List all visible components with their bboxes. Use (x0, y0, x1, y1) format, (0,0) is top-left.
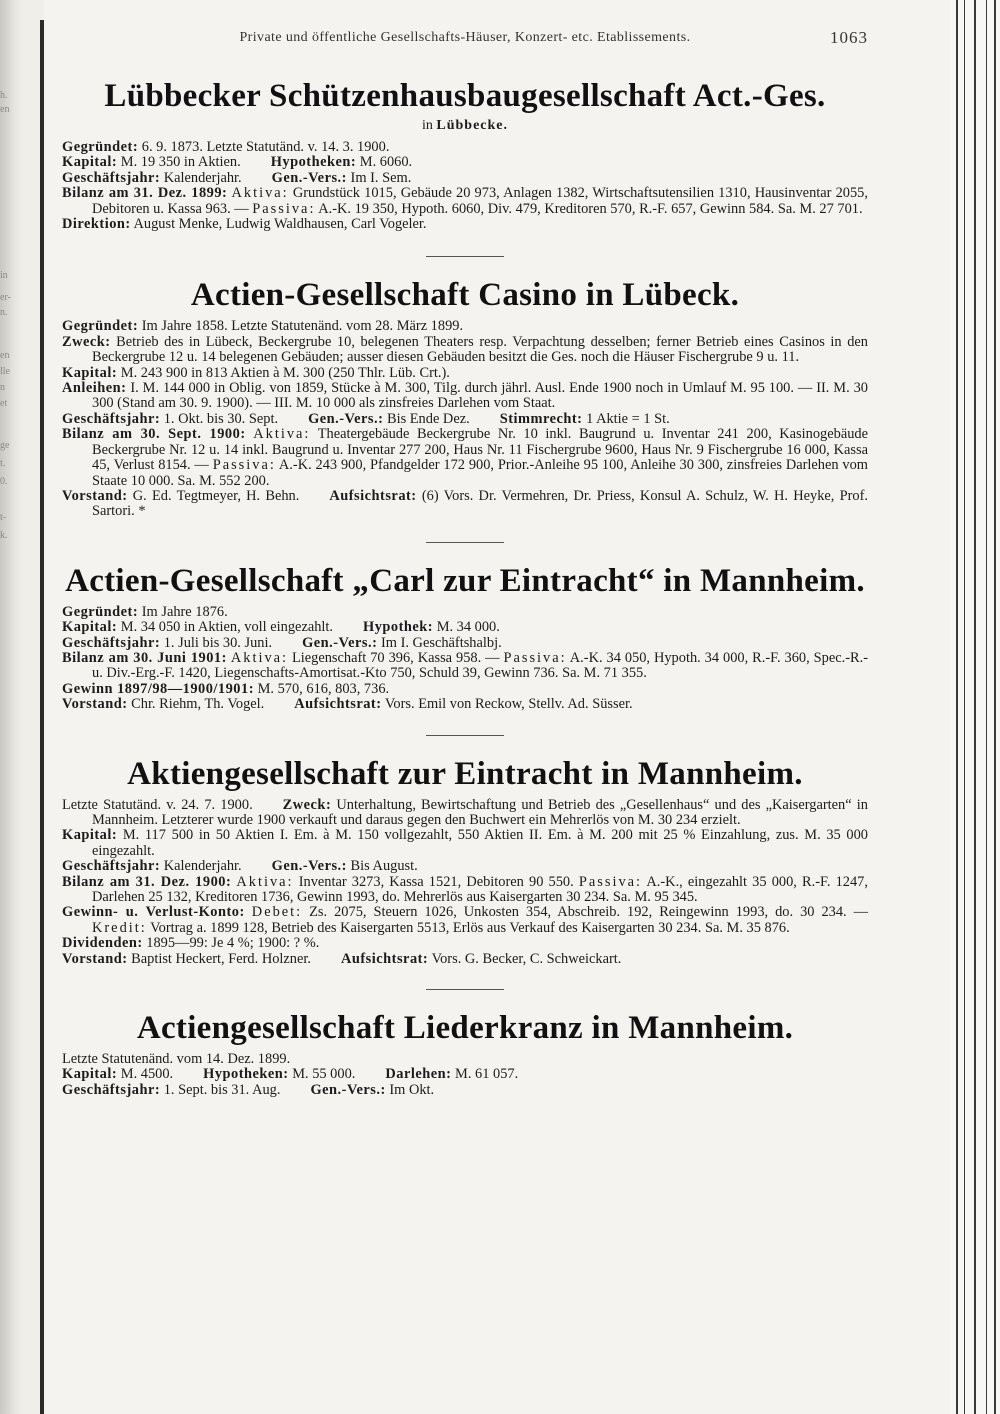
margin-bleed-text: lle (0, 366, 10, 377)
entry-body (62, 319, 868, 519)
entry-body (62, 605, 868, 713)
entry-line: Kapital: M. 34 050 in Aktien, voll eingezahlt. Hypothek: M. 34 000. (62, 619, 500, 636)
company-entry (62, 754, 868, 967)
scan-edge-line (956, 0, 958, 1414)
company-title: Actien-Gesellschaft Casino in Lübeck. (190, 277, 740, 314)
scan-edge-line (986, 0, 987, 1414)
margin-bleed-text: et (0, 398, 8, 409)
section-divider (426, 735, 504, 736)
entry-line: Bilanz am 30. Juni 1901: Aktiva: Liegenschaft 70 396, Kassa 958. — Passiva: A.-K. 34 050, Hypoth. 34 000, R.-F. 360, Spec.-R.- u. Div.-Erg.-F. 1420, Liegenschafts-Amortisat.-Kto 750, Schuld 39, Gewinn 736. Sa. M. 71 355. (62, 649, 868, 682)
entry-line: Kapital: M. 243 900 in 813 Aktien à M. 300 (250 Thlr. Lüb. Crt.). (62, 364, 450, 381)
scan-left-margin (0, 0, 44, 1414)
entry-line: Gegründet: Im Jahre 1876. (62, 603, 228, 620)
entry-line: Gewinn- u. Verlust-Konto: Debet: Zs. 2075, Steuern 1026, Unkosten 354, Abschreib. 192, Reingewinn 1993, do. 30 234. — Kredit: Vortrag a. 1899 128, Betrieb des Kaisergarten 5513, Erlös aus Verkauf des Kaisergarten 30 234. Sa. M. 35 876. (62, 904, 869, 936)
entry-line: Bilanz am 31. Dez. 1899: Aktiva: Grundstück 1015, Gebäude 20 973, Anlagen 1382, Wirtschaftsutensilien 1310, Hausinventar 2055, Debitoren u. Kassa 963. — Passiva: A.-K. 19 350, Hypoth. 6060, Div. 479, Kreditoren 570, R.-F. 657, Gewinn 584. Sa. M. 27 701. (62, 185, 868, 217)
margin-bleed-text: en (0, 350, 10, 361)
entry-line: Geschäftsjahr: Kalenderjahr. Gen.-Vers.: Bis August. (62, 858, 418, 875)
company-title: Actiengesellschaft Liederkranz in Mannheim. (136, 1010, 794, 1047)
margin-bleed-text: en (0, 104, 10, 115)
entry-line: Gewinn 1897/98—1900/1901: M. 570, 616, 803, 736. (62, 680, 390, 697)
company-title: Actien-Gesellschaft „Carl zur Eintracht“ in Mannheim. (65, 562, 865, 599)
document-page (62, 30, 868, 1098)
entry-line: Kapital: M. 117 500 in 50 Aktien I. Em. à M. 150 vollgezahlt, 550 Aktien II. Em. à M. 200 mit 25 % Einzahlung, zus. M. 35 000 eingezahlt. (62, 827, 868, 859)
company-location: in Lübbecke. (421, 118, 508, 133)
company-entry (62, 76, 868, 232)
entry-line: Vorstand: G. Ed. Tegtmeyer, H. Behn. Aufsichtsrat: (6) Vors. Dr. Vermehren, Dr. Priess, Konsul A. Schulz, W. H. Heyke, Prof. Sartori. * (62, 487, 869, 520)
margin-bleed-text: n (0, 382, 5, 393)
running-title: Private und öffentliche Gesellschafts-Häuser, Konzert- etc. Etablissements. (239, 30, 691, 45)
section-divider (426, 256, 504, 257)
entry-line: Gegründet: Im Jahre 1858. Letzte Statutenänd. vom 28. März 1899. (62, 318, 464, 335)
margin-bleed-text: t- (0, 512, 7, 523)
scan-edge-line (964, 0, 965, 1414)
entry-line: Direktion: August Menke, Ludwig Waldhausen, Carl Vogeler. (62, 216, 427, 233)
entry-line: Zweck: Betrieb des in Lübeck, Beckergrube 10, belegenen Theaters resp. Verpachtung desselben; ferner Betrieb eines Casinos in den Beckergrube 12 u. 14 belegenen Gebäuden; ausser diesen Gebäuden besitzt die Ges. noch die Häuser Fischergrube 9 u. 11. (62, 333, 868, 366)
scan-right-margin (950, 0, 1000, 1414)
company-entry (62, 1008, 868, 1098)
entry-body (62, 798, 868, 967)
scan-binding-rule (40, 20, 44, 1414)
entry-line: Bilanz am 30. Sept. 1900: Aktiva: Theatergebäude Beckergrube Nr. 10 inkl. Baugrund u. Inventar 241 200, Kasinogebäude Beckergrube Nr. 12 u. 14 inkl. Baugrund u. Inventar 277 200, Haus Nr. 11 Fischergrube 9600, Haus Nr. 9 Fischergrube 16 000, Kassa 45, Verlust 8154. — Passiva: A.-K. 243 900, Pfandgelder 172 900, Prior.-Anleihe 95 100, Anleihe 30 300, zinsfreies Darlehen vom Staate 10 000. Sa. M. 552 200. (62, 426, 869, 489)
section-divider (426, 989, 504, 990)
margin-bleed-text: t. (0, 458, 6, 469)
entry-line: Geschäftsjahr: 1. Sept. bis 31. Aug. Gen.-Vers.: Im Okt. (62, 1081, 435, 1098)
page-number: 1063 (830, 28, 868, 47)
entry-line: Bilanz am 31. Dez. 1900: Aktiva: Inventar 3273, Kassa 1521, Debitoren 90 550. Passiva: A.-K., eingezahlt 35 000, R.-F. 1247, Darlehen 25 132, Kreditoren 1736, Gewinn 1993, do. Mehrerlös aus Kaisergarten 30 234. Sa. M. 95 345. (62, 873, 868, 905)
entry-line: Gegründet: 6. 9. 1873. Letzte Statutänd. v. 14. 3. 1900. (62, 139, 390, 155)
margin-bleed-text: er- (0, 292, 11, 303)
entry-line: Anleihen: I. M. 144 000 in Oblig. von 1859, Stücke à M. 300, Tilg. durch jährl. Ausl. Ende 1900 noch in Umlauf M. 95 100. — II. M. 30 300 (Stand am 30. 9. 1900). — III. M. 10 000 als zinsfreies Darlehen vom Staat. (62, 380, 868, 412)
entry-body (62, 1052, 868, 1098)
scan-edge-line (974, 0, 976, 1414)
margin-bleed-text: n. (0, 307, 8, 318)
entry-line: Geschäftsjahr: 1. Okt. bis 30. Sept. Gen.-Vers.: Bis Ende Dez. Stimmrecht: 1 Aktie = 1 St. (62, 410, 670, 427)
entry-line: Vorstand: Baptist Heckert, Ferd. Holzner. Aufsichtsrat: Vors. G. Becker, C. Schweickart. (62, 950, 622, 967)
entry-line: Vorstand: Chr. Riehm, Th. Vogel. Aufsichtsrat: Vors. Emil von Reckow, Stellv. Ad. Süsser. (62, 696, 633, 713)
entry-line: Geschäftsjahr: Kalenderjahr. Gen.-Vers.: Im I. Sem. (62, 169, 412, 186)
company-title: Lübbecker Schützenhausbaugesellschaft Act.-Ges. (104, 78, 826, 114)
running-header (62, 30, 868, 54)
margin-bleed-text: ge (0, 440, 10, 451)
entry-line: Geschäftsjahr: 1. Juli bis 30. Juni. Gen.-Vers.: Im I. Geschäftshalbj. (62, 634, 502, 651)
margin-bleed-text: h. (0, 90, 8, 101)
entry-line: Kapital: M. 19 350 in Aktien. Hypotheken: M. 6060. (62, 154, 413, 171)
company-entry (62, 561, 868, 713)
entry-line: Letzte Statutenänd. vom 14. Dez. 1899. (62, 1051, 291, 1068)
section-divider (426, 542, 504, 543)
scan-edge-line (994, 0, 996, 1414)
company-entry (62, 275, 868, 519)
margin-bleed-text: k. (0, 530, 8, 541)
margin-bleed-text: in (0, 270, 8, 281)
company-title: Aktiengesellschaft zur Eintracht in Mannheim. (127, 755, 803, 792)
margin-bleed-text: 0. (0, 476, 8, 487)
entry-line: Dividenden: 1895—99: Je 4 %; 1900: ? %. (62, 935, 320, 952)
entry-body (62, 140, 868, 232)
entry-line: Letzte Statutänd. v. 24. 7. 1900. Zweck: Unterhaltung, Bewirtschaftung und Betrieb des „Gesellenhaus“ und des „Kaisergarten“ in Mannheim. Letzterer wurde 1900 verkauft und daraus gegen den Buchwert ein Mehrerlös von M. 30 234 erzielt. (62, 796, 868, 828)
entry-line: Kapital: M. 4500. Hypotheken: M. 55 000. Darlehen: M. 61 057. (62, 1066, 519, 1083)
